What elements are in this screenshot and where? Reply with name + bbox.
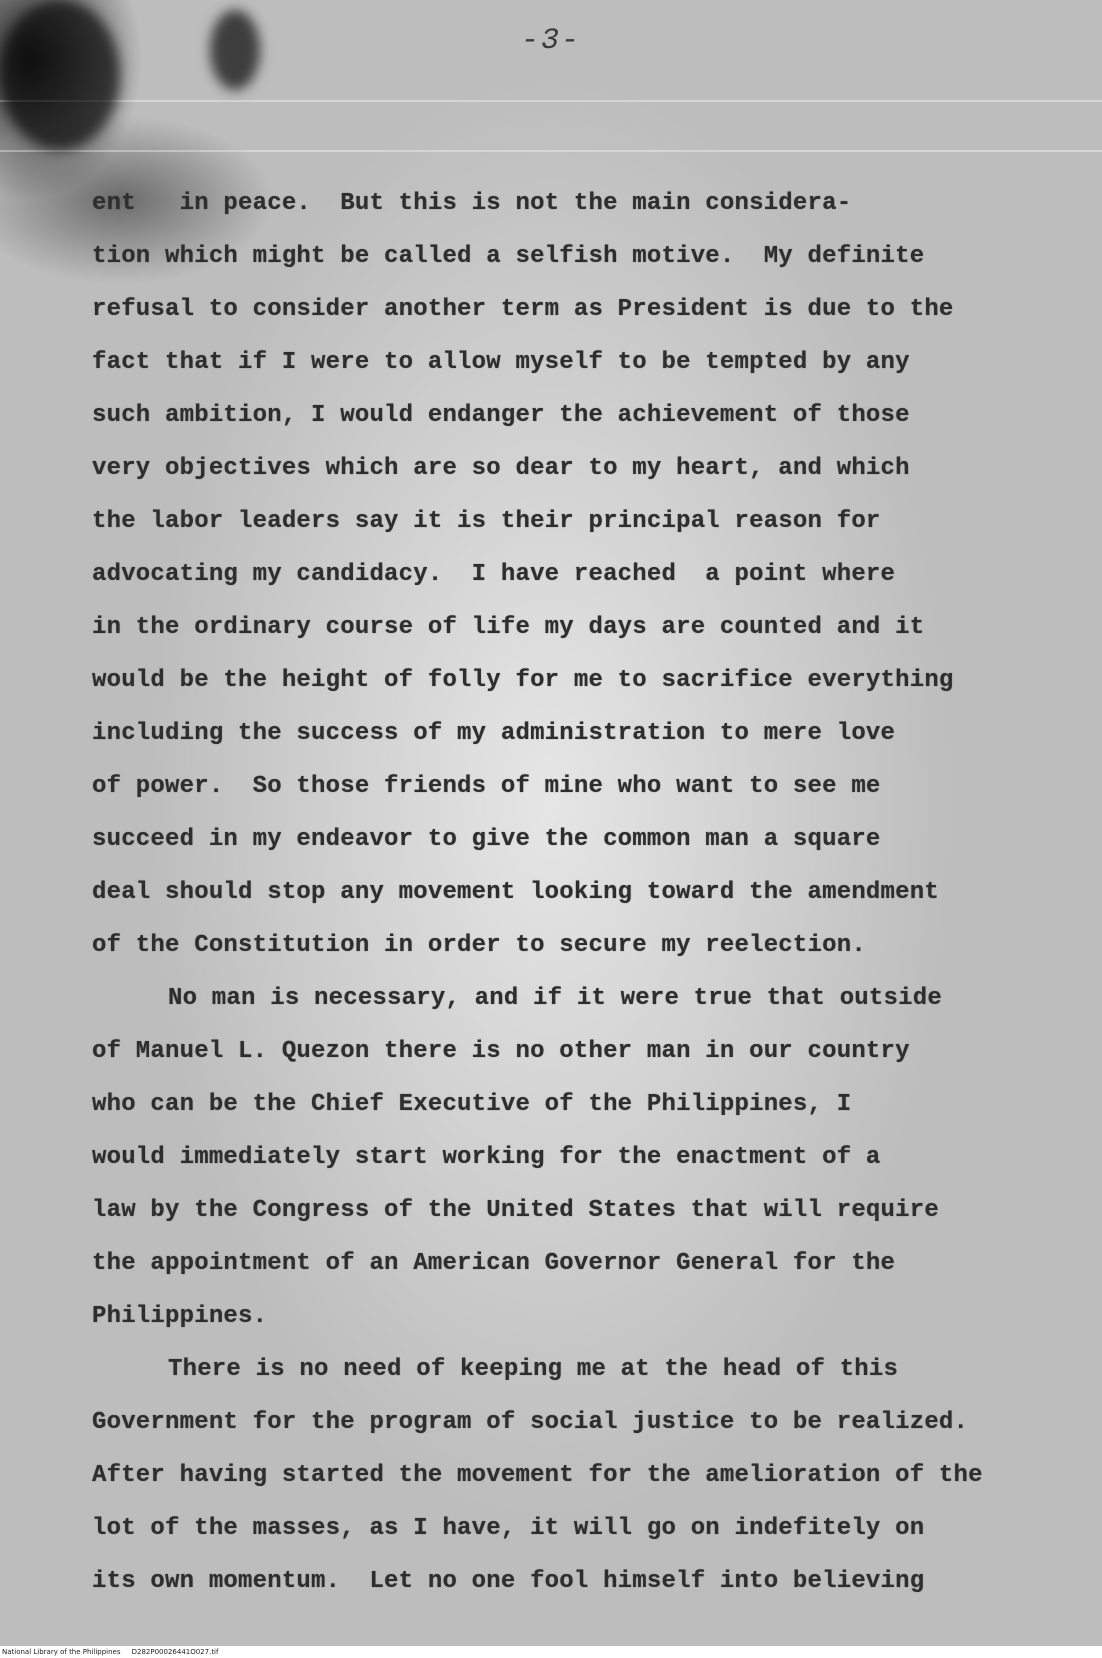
document-line: its own momentum. Let no one fool himself into believing bbox=[92, 1568, 925, 1595]
document-line: of Manuel L. Quezon there is no other man in our country bbox=[92, 1038, 910, 1065]
document-line: advocating my candidacy. I have reached a point where bbox=[92, 561, 896, 588]
document-line: law by the Congress of the United States that will require bbox=[92, 1197, 939, 1224]
document-line: in the ordinary course of life my days are counted and it bbox=[92, 614, 925, 641]
document-line: the labor leaders say it is their principal reason for bbox=[92, 508, 881, 535]
document-line: ent in peace. But this is not the main considera- bbox=[92, 190, 852, 217]
document-line: There is no need of keeping me at the head of this bbox=[168, 1356, 899, 1383]
page-number: -3- bbox=[520, 24, 581, 58]
document-line: fact that if I were to allow myself to be tempted by any bbox=[92, 349, 910, 376]
ink-blot bbox=[0, 0, 120, 150]
document-line: of power. So those friends of mine who want to see me bbox=[92, 773, 881, 800]
page-crease bbox=[0, 100, 1102, 102]
document-line: who can be the Chief Executive of the Philippines, I bbox=[92, 1091, 852, 1118]
document-line: the appointment of an American Governor General for the bbox=[92, 1250, 896, 1277]
document-line: would immediately start working for the enactment of a bbox=[92, 1144, 881, 1171]
document-line: Government for the program of social justice to be realized. bbox=[92, 1409, 969, 1436]
document-line: refusal to consider another term as President is due to the bbox=[92, 296, 954, 323]
document-line: such ambition, I would endanger the achievement of those bbox=[92, 402, 910, 429]
document-line: No man is necessary, and if it were true that outside bbox=[168, 985, 942, 1012]
page-crease bbox=[0, 150, 1102, 152]
document-line: of the Constitution in order to secure my reelection. bbox=[92, 932, 866, 959]
document-line: Philippines. bbox=[92, 1303, 268, 1330]
document-body bbox=[92, 177, 1082, 1608]
document-line: tion which might be called a selfish motive. My definite bbox=[92, 243, 925, 270]
document-line: would be the height of folly for me to sacrifice everything bbox=[92, 667, 954, 694]
document-line: succeed in my endeavor to give the common man a square bbox=[92, 826, 881, 853]
document-line: lot of the masses, as I have, it will go on indefitely on bbox=[92, 1515, 925, 1542]
document-line: After having started the movement for the amelioration of the bbox=[92, 1462, 983, 1489]
footer-caption: National Library of the Philippines D282P00026441O027.tif bbox=[0, 1646, 1102, 1658]
document-line: including the success of my administration to mere love bbox=[92, 720, 896, 747]
document-line: very objectives which are so dear to my heart, and which bbox=[92, 455, 910, 482]
document-line: deal should stop any movement looking toward the amendment bbox=[92, 879, 939, 906]
